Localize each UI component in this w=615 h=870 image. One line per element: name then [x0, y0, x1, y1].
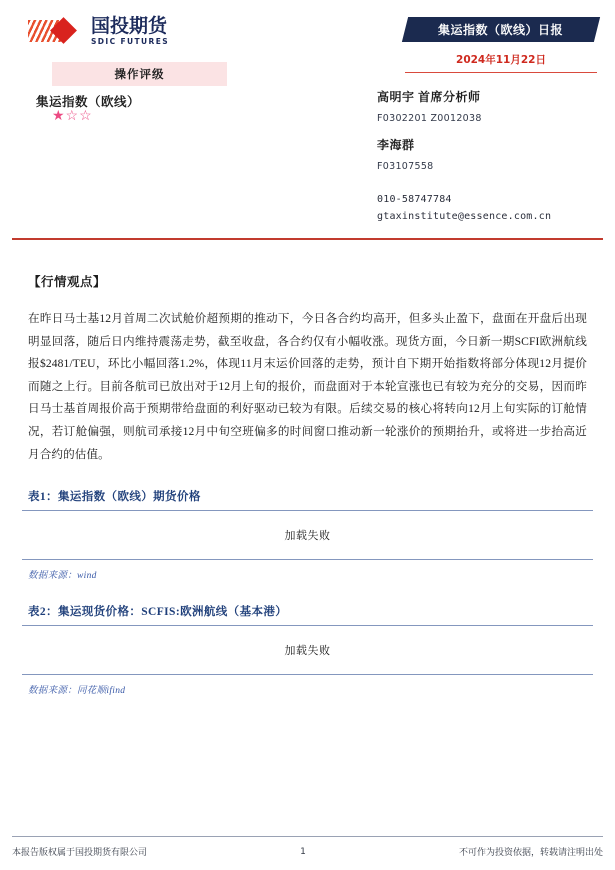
logo-text: [91, 17, 169, 46]
analyst-code-primary: F0302201 Z0012038: [377, 113, 482, 124]
contact-phone: 010-58747784: [377, 194, 452, 205]
footer-copyright: 本报告版权属于国投期货有限公司: [12, 848, 148, 858]
footer-disclaimer: 不可作为投资依据，转载请注明出处: [458, 848, 603, 858]
report-footer: [12, 836, 603, 858]
report-header: [0, 0, 615, 240]
analyst-name-secondary: 李海群: [377, 138, 415, 152]
contact-email: gtaxinstitute@essence.com.cn: [377, 211, 552, 222]
table-1-caption: 表1：集运指数（欧线）期货价格: [22, 488, 593, 511]
report-title-text: 集运指数（欧线）日报: [438, 23, 564, 37]
report-content: [0, 248, 615, 696]
table-1-source: 数据来源：wind: [28, 571, 97, 582]
table-1-load-failed-text: 加载失败: [284, 530, 331, 543]
analyst-info: [377, 88, 597, 228]
footer-page-number: 1: [300, 846, 306, 857]
logo-mark-icon: [28, 18, 86, 44]
table-2-source: 数据来源：同花顺ifind: [28, 686, 126, 697]
company-logo: [28, 17, 169, 46]
header-divider: [12, 238, 603, 240]
rating-bar: [52, 62, 227, 86]
table-block-2: [22, 603, 593, 696]
table-1-body: [22, 511, 593, 560]
rating-stars: ★☆☆: [52, 109, 93, 124]
report-date: 2024年11月22日: [456, 54, 546, 66]
table-2-caption: 表2：集运现货价格：SCFIS:欧洲航线（基本港）: [22, 603, 593, 626]
table-block-1: [22, 488, 593, 581]
analyst-code-secondary: F03107558: [377, 161, 434, 172]
market-view-paragraph: 在昨日马士基12月首周二次试舱价超预期的推动下，今日各合约均高开，但多头止盈下，盘面在开盘后出现明显回落，随后日内维持震荡走势，截至收盘，各合约仅有小幅收涨。现货方面，今日新一期SCFI欧洲航线报$2481/TEU，环比小幅回落1.2%，体现11月末运价回落的走势，预计自下期开始指数将部分体现12月提价而随之上行。目前各航司已放出对于12月上旬的报价，而盘面对于本轮宣涨也已有较为充分的交易，因而昨日马士基首周报价高于预期带给盘面的利好驱动已较为有限。后续交易的核心将转向12月上旬实际的订舱情况，若订舱偏强，则航司承接12月中旬空班偏多的时间窗口推动新一轮涨价的预期抬升，或将进一步抬高近月合约的估值。: [28, 312, 587, 461]
logo-company-name-en: SDIC FUTURES: [91, 37, 170, 46]
rating-bar-label: 操作评级: [114, 69, 165, 81]
market-view-heading: 【行情观点】: [28, 275, 107, 289]
report-title-banner: [402, 17, 600, 42]
table-2-body: [22, 626, 593, 675]
logo-company-name-cn: 国投期货: [91, 15, 168, 37]
rating-product-name: 集运指数（欧线）: [36, 95, 141, 109]
report-date-line: [405, 50, 597, 73]
analyst-name-primary: 高明宇 首席分析师: [377, 90, 481, 104]
table-2-load-failed-text: 加载失败: [284, 645, 331, 658]
spacer: [377, 184, 597, 194]
